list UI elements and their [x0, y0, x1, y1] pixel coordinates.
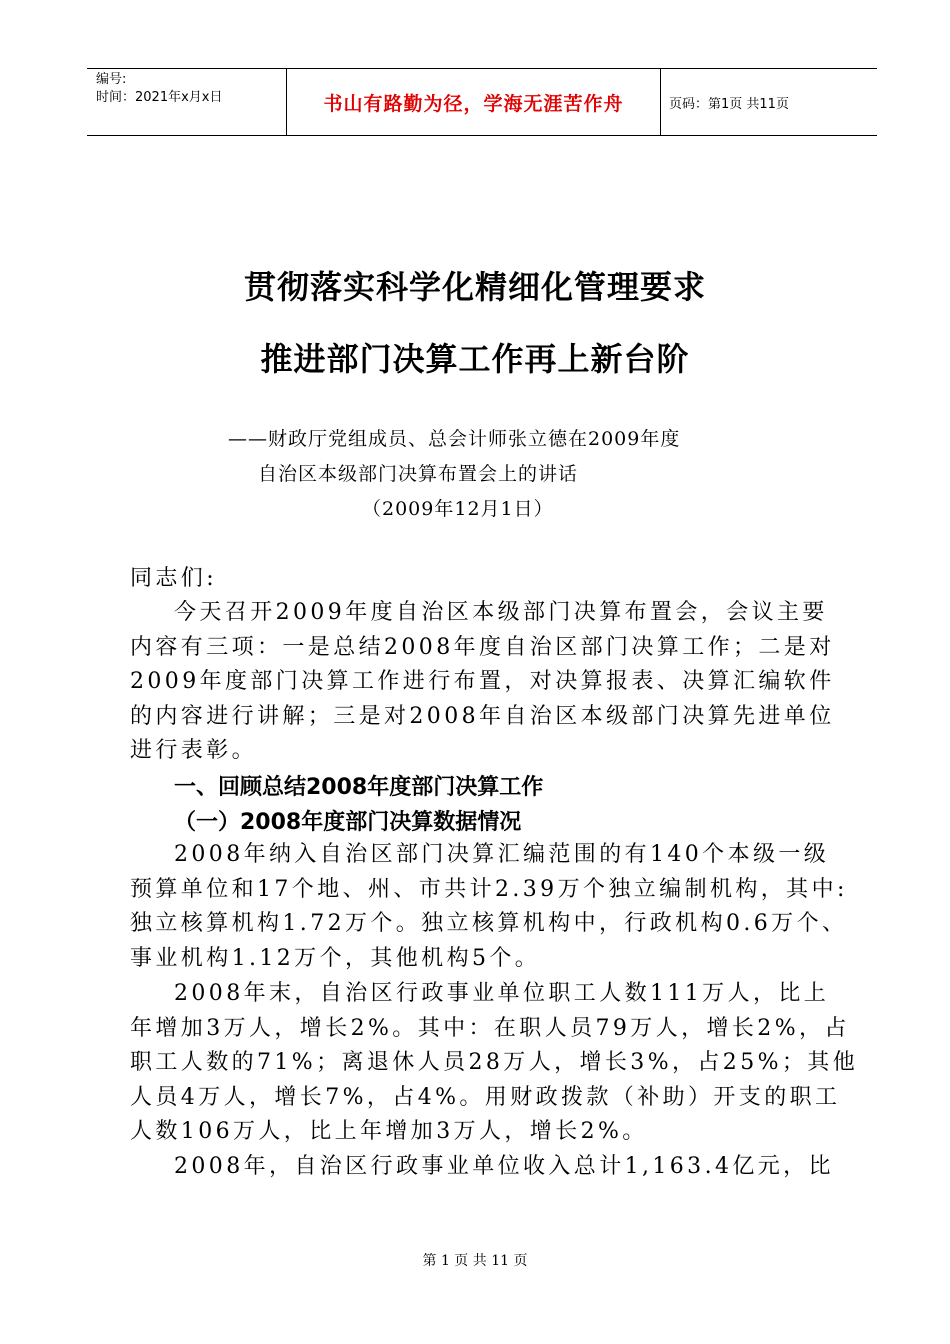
page-info: 页码：第1页 共11页 — [669, 96, 789, 112]
title-line-2: 推进部门决算工作再上新台阶 — [260, 340, 690, 378]
paragraph-line: 年增加3万人，增长2%。其中：在职人员79万人，增长2%，占 — [130, 1015, 850, 1041]
subtitle-line-2: 自治区本级部门决算布置会上的讲话 — [258, 463, 579, 485]
paragraph-line: 2008年，自治区行政事业单位收入总计1,163.4亿元，比 — [174, 1154, 834, 1179]
paragraph-line: 内容有三项：一是总结2008年度自治区部门决算工作；二是对 — [130, 634, 835, 660]
paragraph-line: 2008年末，自治区行政事业单位职工人数111万人，比上 — [174, 981, 830, 1006]
paragraph-line: 人员4万人，增长7%，占4%。用财政拨款（补助）开支的职工 — [130, 1084, 841, 1110]
paragraph-line: 人数106万人，比上年增加3万人，增长2%。 — [130, 1119, 648, 1144]
intro-paragraph — [130, 596, 835, 769]
data-paragraph-3 — [130, 1150, 834, 1185]
subtitle-line-1: ——财政厅党组成员、总会计师张立德在2009年度 — [228, 428, 681, 450]
title-line-1: 贯彻落实科学化精细化管理要求 — [243, 268, 706, 306]
paragraph-line: 2009年度部门决算工作进行布置，对决算报表、决算汇编软件 — [130, 669, 835, 694]
paragraph-line: 今天召开2009年度自治区本级部门决算布置会，会议主要 — [174, 600, 828, 625]
header-table — [87, 68, 877, 136]
header-page-cell — [661, 69, 877, 135]
paragraph-line: 进行表彰。 — [130, 738, 258, 763]
paragraph-line: 职工人数的71%；离退休人员28万人，增长3%，占25%；其他 — [130, 1050, 859, 1075]
subtitle-date: （2009年12月1日） — [362, 498, 554, 520]
header-meta — [87, 69, 286, 135]
greeting: 同志们: — [130, 566, 218, 591]
subsection-heading: （一）2008年度部门决算数据情况 — [174, 810, 522, 835]
data-paragraph-1 — [130, 838, 848, 976]
page-footer: 第 1 页 共 11 页 — [422, 1253, 528, 1269]
section-heading: 一、回顾总结2008年度部门决算工作 — [174, 775, 544, 800]
time-label: 时间：2021年x月x日 — [96, 90, 223, 105]
data-paragraph-2 — [130, 977, 858, 1150]
paragraph-line: 预算单位和17个地、州、市共计2.39万个独立编制机构，其中: — [130, 876, 848, 902]
paragraph-line: 2008年纳入自治区部门决算汇编范围的有140个本级一级 — [174, 842, 830, 867]
number-label: 编号: — [96, 72, 127, 87]
motto-text: 书山有路勤为径，学海无涯苦作舟 — [323, 92, 624, 115]
paragraph-line: 的内容进行讲解；三是对2008年自治区本级部门决算先进单位 — [130, 703, 835, 729]
paragraph-line: 独立核算机构1.72万个。独立核算机构中，行政机构0.6万个、 — [130, 911, 848, 936]
paragraph-line: 事业机构1.12万个，其他机构5个。 — [130, 945, 541, 971]
header-motto-cell — [286, 69, 661, 135]
